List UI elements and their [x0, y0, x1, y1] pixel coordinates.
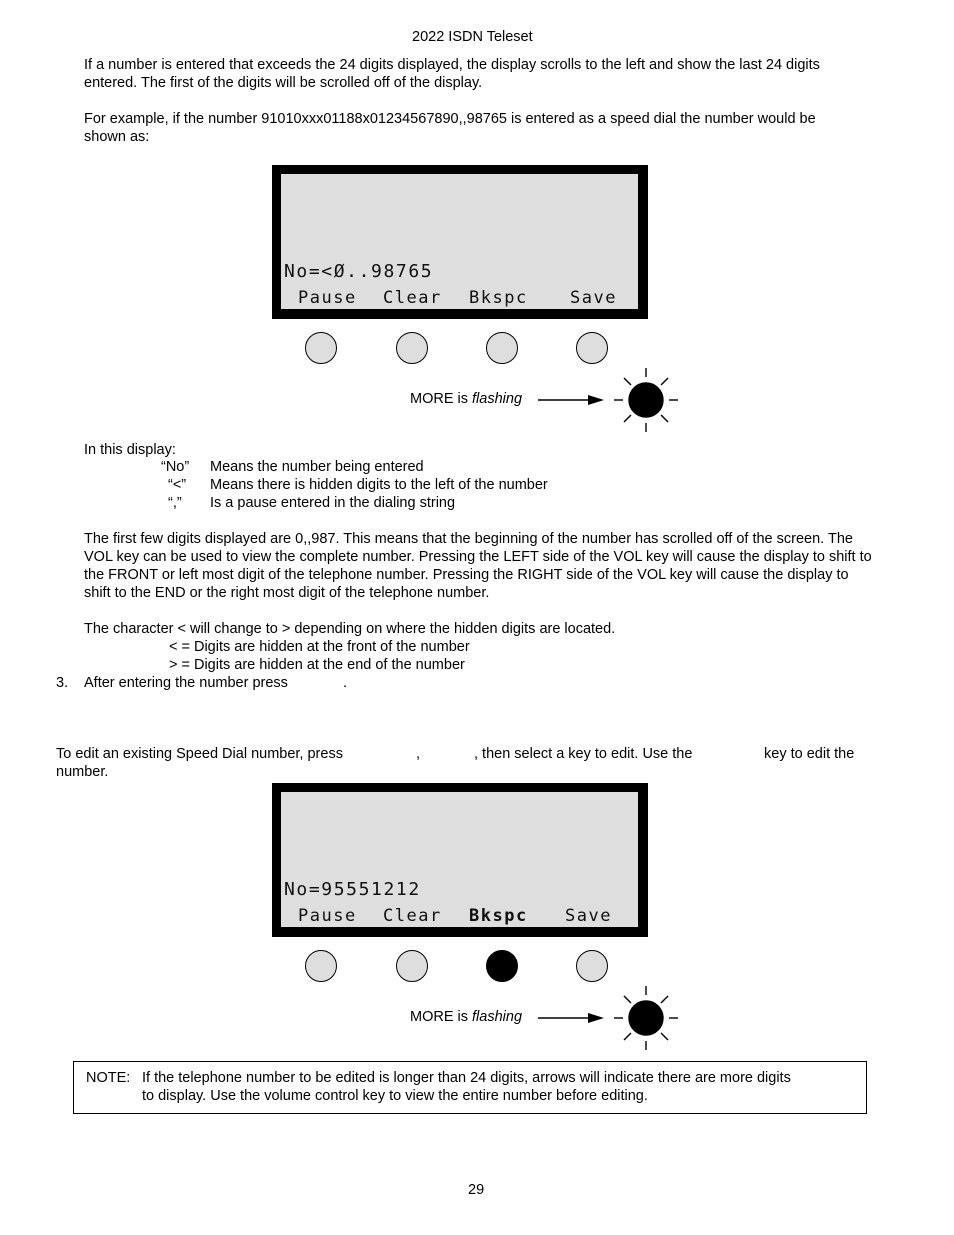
lcd-number-line: No=95551212 [284, 879, 421, 900]
hidden-front-item: < = Digits are hidden at the front of the number [169, 639, 470, 655]
page-number: 29 [468, 1182, 485, 1198]
softkey-label-save: Save [570, 288, 617, 308]
paragraph-line: If a number is entered that exceeds the 24 digits displayed, the display scrolls to the left and show the last 24 digits [84, 57, 820, 73]
softkey-button-clear [396, 332, 428, 364]
softkey-label-clear: Clear [383, 906, 442, 926]
more-flashing-italic: flashing [472, 1009, 523, 1025]
more-label: MORE is [410, 1009, 468, 1025]
softkey-label-save: Save [565, 906, 612, 926]
edit-paragraph-part3: key to edit the [764, 746, 855, 762]
lcd-display [272, 165, 648, 319]
legend-symbol-comma: “,” [168, 495, 182, 511]
softkey-button-pause [305, 950, 337, 982]
note-label: NOTE: [86, 1070, 131, 1086]
softkey-label-pause: Pause [298, 288, 357, 308]
step-text: After entering the number press [84, 675, 288, 691]
edit-paragraph-line2: number. [56, 764, 109, 780]
legend-symbol-no: “No” [161, 459, 190, 475]
softkey-button-save [576, 950, 608, 982]
flashing-light-icon [614, 368, 678, 432]
more-flashing-caption [410, 391, 522, 407]
softkey-button-pause [305, 332, 337, 364]
more-flashing-italic: flashing [472, 391, 523, 407]
arrow-right-icon [538, 395, 604, 405]
edit-paragraph-part2: , then select a key to edit. Use the [474, 746, 693, 762]
arrow-right-icon [538, 1013, 604, 1023]
softkey-label-bkspc: Bkspc [469, 288, 528, 308]
step-end-period: . [343, 675, 348, 691]
softkey-button-clear [396, 950, 428, 982]
legend-desc-no: Means the number being entered [210, 459, 424, 475]
flashing-light-icon [614, 986, 678, 1050]
paragraph-line: The character < will change to > depending on where the hidden digits are located. [84, 621, 616, 637]
softkey-label-clear: Clear [383, 288, 442, 308]
lcd-screen [281, 792, 638, 927]
lcd-display [272, 783, 648, 937]
softkey-button-bkspc [486, 332, 518, 364]
paragraph-line: shift to the END or the right most digit of the telephone number. [84, 585, 490, 601]
paragraph-line: entered. The first of the digits will be scrolled off of the display. [84, 75, 483, 91]
more-flashing-caption [410, 1009, 522, 1025]
legend-desc-comma: Is a pause entered in the dialing string [210, 495, 456, 511]
edit-paragraph-comma: , [416, 746, 421, 762]
page-header-title: 2022 ISDN Teleset [412, 29, 533, 45]
more-flashing-indicator [536, 986, 686, 1054]
note-line: If the telephone number to be edited is longer than 24 digits, arrows will indicate there are more digits [142, 1070, 791, 1086]
lcd-screen [281, 174, 638, 309]
more-flashing-indicator [536, 368, 686, 436]
step-number: 3. [56, 675, 69, 691]
paragraph-line: VOL key can be used to view the complete number. Pressing the LEFT side of the VOL key will cause the display to shift to [84, 549, 872, 565]
more-label: MORE is [410, 391, 468, 407]
paragraph-line: The first few digits displayed are 0,,987. This means that the beginning of the number has scrolled off of the screen. The [84, 531, 853, 547]
paragraph-line: the FRONT or left most digit of the telephone number. Pressing the RIGHT side of the VOL key will cause the display to [84, 567, 849, 583]
softkey-button-bkspc [486, 950, 518, 982]
softkey-label-bkspc: Bkspc [469, 906, 528, 926]
hidden-end-item: > = Digits are hidden at the end of the number [169, 657, 465, 673]
softkey-label-pause: Pause [298, 906, 357, 926]
paragraph-line: shown as: [84, 129, 150, 145]
paragraph-line: For example, if the number 91010xxx01188x01234567890,,98765 is entered as a speed dial the number would be [84, 111, 816, 127]
legend-intro: In this display: [84, 442, 176, 458]
note-box [73, 1061, 867, 1114]
edit-paragraph-part1: To edit an existing Speed Dial number, press [56, 746, 343, 762]
softkey-button-save [576, 332, 608, 364]
lcd-number-line: No=<Ø..98765 [284, 261, 434, 282]
legend-desc-lt: Means there is hidden digits to the left of the number [210, 477, 548, 493]
legend-symbol-lt: “<” [168, 477, 187, 493]
note-line: to display. Use the volume control key to view the entire number before editing. [142, 1088, 648, 1104]
